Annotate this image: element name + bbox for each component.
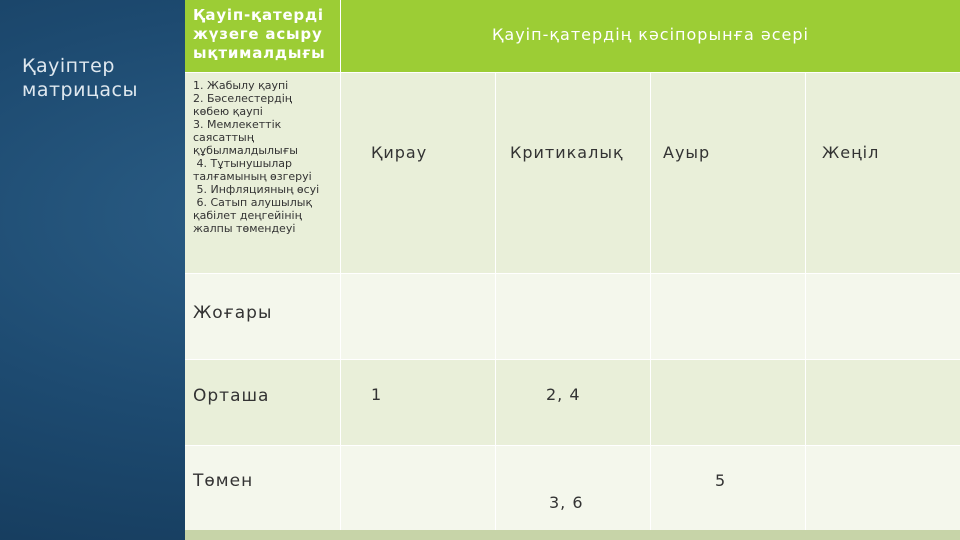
impact-level-label: Критикалық <box>510 143 624 162</box>
risk-list <box>185 72 340 273</box>
impact-level-label: Жеңіл <box>822 143 880 162</box>
risk-line: 4. Тұтынушылар <box>193 157 293 170</box>
risk-line: құбылмалдылығы <box>193 144 298 157</box>
table-bottom-edge <box>185 530 960 540</box>
risk-line: 5. Инфляцияның өсуі <box>193 183 320 196</box>
risk-line: саясаттың <box>193 131 254 144</box>
row-high <box>185 273 340 359</box>
matrix-cell <box>805 359 960 445</box>
matrix-cell <box>495 273 650 359</box>
probability-level-label: Жоғары <box>193 303 273 323</box>
matrix-cell <box>340 359 495 445</box>
risk-matrix-table <box>185 0 960 530</box>
matrix-cell <box>340 445 495 530</box>
impact-cell <box>340 72 495 273</box>
matrix-title: Қауіптер матрицасы <box>22 55 138 101</box>
matrix-value: 2, 4 <box>546 385 581 404</box>
risk-line: 6. Сатып алушылық <box>193 196 313 209</box>
risk-line: қабілет деңгейінің <box>193 209 302 222</box>
risk-line: талғамының өзгеруі <box>193 170 312 183</box>
impact-level-label: Қирау <box>371 143 428 162</box>
matrix-cell <box>340 273 495 359</box>
row-low <box>185 445 340 530</box>
header-impact: Қауіп-қатердің кәсіпорынға әсері <box>340 0 960 72</box>
row-medium <box>185 359 340 445</box>
matrix-cell <box>650 273 805 359</box>
risk-line: 3. Мемлекеттік <box>193 118 282 131</box>
risk-line: 1. Жабылу қаупі <box>193 79 289 92</box>
impact-level-label: Ауыр <box>663 143 711 162</box>
matrix-cell <box>805 445 960 530</box>
matrix-value: 1 <box>371 385 383 404</box>
matrix-value: 3, 6 <box>549 493 584 512</box>
matrix-value: 5 <box>715 471 727 490</box>
matrix-cell <box>650 359 805 445</box>
header-probability: Қауіп-қатерді жүзеге асыру ықтималдығы <box>185 0 340 72</box>
probability-level-label: Орташа <box>193 386 270 406</box>
matrix-cell <box>495 445 650 530</box>
risk-line: жалпы төмендеуі <box>193 222 296 235</box>
risk-line: 2. Бәселестердің <box>193 92 293 105</box>
impact-cell <box>495 72 650 273</box>
matrix-cell <box>650 445 805 530</box>
impact-cell <box>805 72 960 273</box>
impact-cell <box>650 72 805 273</box>
probability-level-label: Төмен <box>193 471 254 491</box>
matrix-cell <box>805 273 960 359</box>
risk-line: көбею қаупі <box>193 105 263 118</box>
